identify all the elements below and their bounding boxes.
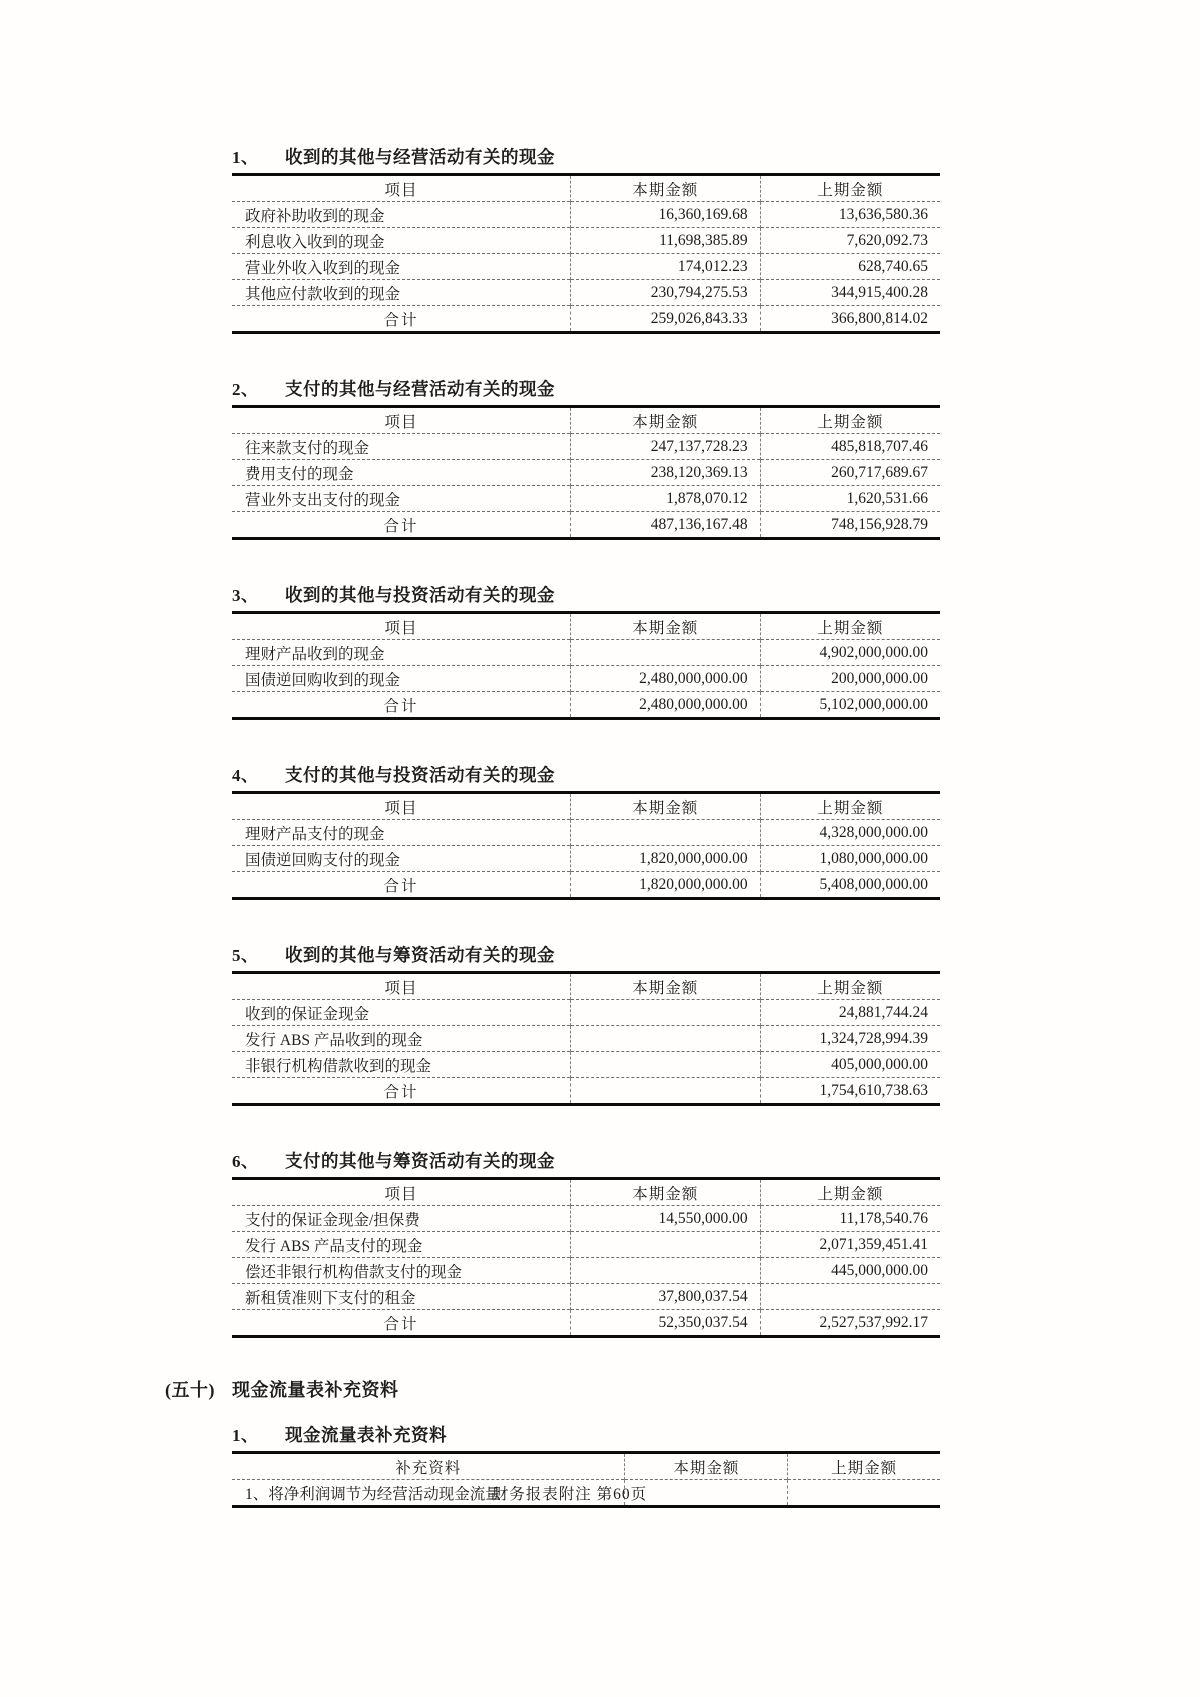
current-amount-cell: 487,136,167.48	[570, 512, 760, 539]
prior-amount-cell: 5,408,000,000.00	[760, 872, 940, 899]
table-heading	[232, 1424, 940, 1447]
item-cell: 支付的保证金现金/担保费	[232, 1206, 570, 1232]
heading-number: 6、	[232, 1152, 259, 1171]
header-row	[232, 407, 940, 434]
current-amount-cell: 11,698,385.89	[570, 228, 760, 254]
heading-number: 2、	[232, 380, 259, 399]
column-header: 本期金额	[570, 973, 760, 1000]
current-amount-cell	[570, 640, 760, 666]
page-content	[165, 146, 940, 1508]
heading-title: 支付的其他与筹资活动有关的现金	[285, 1151, 555, 1171]
table-section	[232, 146, 940, 334]
prior-amount-cell	[760, 1284, 940, 1310]
total-row	[232, 306, 940, 333]
current-amount-cell	[570, 1078, 760, 1105]
item-cell: 理财产品收到的现金	[232, 640, 570, 666]
current-amount-cell: 16,360,169.68	[570, 202, 760, 228]
prior-amount-cell: 1,324,728,994.39	[760, 1026, 940, 1052]
heading-title: 收到的其他与经营活动有关的现金	[285, 147, 555, 167]
column-header: 本期金额	[570, 613, 760, 640]
table-section	[232, 764, 940, 900]
item-cell: 国债逆回购收到的现金	[232, 666, 570, 692]
item-cell: 偿还非银行机构借款支付的现金	[232, 1258, 570, 1284]
heading-title: 收到的其他与筹资活动有关的现金	[285, 945, 555, 965]
data-table	[232, 173, 940, 334]
table-row	[232, 666, 940, 692]
column-header: 本期金额	[625, 1453, 788, 1480]
total-row	[232, 1078, 940, 1105]
prior-amount-cell: 11,178,540.76	[760, 1206, 940, 1232]
item-cell: 合计	[232, 1078, 570, 1105]
table-row	[232, 228, 940, 254]
item-cell: 理财产品支付的现金	[232, 820, 570, 846]
item-cell: 政府补助收到的现金	[232, 202, 570, 228]
current-amount-cell: 1,820,000,000.00	[570, 872, 760, 899]
prior-amount-cell: 5,102,000,000.00	[760, 692, 940, 719]
prior-amount-cell: 24,881,744.24	[760, 1000, 940, 1026]
table-row	[232, 1284, 940, 1310]
chapter-number: (五十)	[165, 1380, 215, 1400]
data-table	[232, 405, 940, 540]
prior-amount-cell: 4,328,000,000.00	[760, 820, 940, 846]
column-header: 本期金额	[570, 1179, 760, 1206]
heading-title: 支付的其他与投资活动有关的现金	[285, 765, 555, 785]
table-heading	[232, 584, 940, 607]
column-header: 项目	[384, 979, 418, 997]
total-row	[232, 1310, 940, 1337]
current-amount-cell: 2,480,000,000.00	[570, 666, 760, 692]
column-header: 上期金额	[760, 613, 940, 640]
table-row	[232, 1232, 940, 1258]
prior-amount-cell: 748,156,928.79	[760, 512, 940, 539]
heading-number: 1、	[232, 148, 259, 167]
column-header: 项目	[384, 1185, 418, 1203]
header-row	[232, 613, 940, 640]
current-amount-cell	[570, 820, 760, 846]
total-row	[232, 692, 940, 719]
item-cell: 新租赁准则下支付的租金	[232, 1284, 570, 1310]
column-header: 补充资料	[395, 1459, 462, 1477]
current-amount-cell: 14,550,000.00	[570, 1206, 760, 1232]
data-table	[232, 971, 940, 1106]
data-table	[232, 1177, 940, 1338]
table-row	[232, 846, 940, 872]
table-heading	[232, 944, 940, 967]
column-header: 项目	[384, 619, 418, 637]
prior-amount-cell: 1,080,000,000.00	[760, 846, 940, 872]
total-row	[232, 512, 940, 539]
item-cell: 合计	[232, 306, 570, 333]
prior-amount-cell: 1,620,531.66	[760, 486, 940, 512]
column-header: 上期金额	[760, 793, 940, 820]
item-cell: 营业外支出支付的现金	[232, 486, 570, 512]
column-header: 上期金额	[760, 1179, 940, 1206]
header-row	[232, 175, 940, 202]
column-header: 上期金额	[760, 407, 940, 434]
heading-title: 支付的其他与经营活动有关的现金	[285, 379, 555, 399]
total-row	[232, 872, 940, 899]
column-header: 本期金额	[570, 793, 760, 820]
item-cell: 合计	[232, 512, 570, 539]
item-cell: 其他应付款收到的现金	[232, 280, 570, 306]
current-amount-cell: 1,878,070.12	[570, 486, 760, 512]
table-section	[232, 378, 940, 540]
item-cell: 合计	[232, 1310, 570, 1337]
current-amount-cell	[570, 1000, 760, 1026]
table-row	[232, 1026, 940, 1052]
item-cell: 发行 ABS 产品支付的现金	[232, 1232, 570, 1258]
table-row	[232, 434, 940, 460]
item-cell: 收到的保证金现金	[232, 1000, 570, 1026]
current-amount-cell	[570, 1232, 760, 1258]
header-row	[232, 1453, 940, 1480]
current-amount-cell: 1,820,000,000.00	[570, 846, 760, 872]
item-cell: 营业外收入收到的现金	[232, 254, 570, 280]
header-row	[232, 973, 940, 1000]
prior-amount-cell: 405,000,000.00	[760, 1052, 940, 1078]
column-header: 本期金额	[570, 407, 760, 434]
prior-amount-cell: 485,818,707.46	[760, 434, 940, 460]
prior-amount-cell: 445,000,000.00	[760, 1258, 940, 1284]
prior-amount-cell: 366,800,814.02	[760, 306, 940, 333]
heading-number: 1、	[232, 1426, 259, 1445]
current-amount-cell	[570, 1026, 760, 1052]
current-amount-cell	[570, 1052, 760, 1078]
table-heading	[232, 146, 940, 169]
current-amount-cell: 230,794,275.53	[570, 280, 760, 306]
prior-amount-cell: 13,636,580.36	[760, 202, 940, 228]
item-cell: 发行 ABS 产品收到的现金	[232, 1026, 570, 1052]
item-cell: 合计	[232, 872, 570, 899]
data-table	[232, 791, 940, 900]
prior-amount-cell: 628,740.65	[760, 254, 940, 280]
chapter-heading	[165, 1376, 940, 1402]
item-cell: 利息收入收到的现金	[232, 228, 570, 254]
current-amount-cell: 247,137,728.23	[570, 434, 760, 460]
table-row	[232, 202, 940, 228]
prior-amount-cell: 2,071,359,451.41	[760, 1232, 940, 1258]
current-amount-cell: 2,480,000,000.00	[570, 692, 760, 719]
table-heading	[232, 378, 940, 401]
page-footer: 财务报表附注 第60页	[492, 1486, 648, 1503]
column-header: 上期金额	[788, 1453, 940, 1480]
data-table	[232, 611, 940, 720]
heading-number: 3、	[232, 586, 259, 605]
prior-amount-cell: 344,915,400.28	[760, 280, 940, 306]
table-section	[232, 584, 940, 720]
current-amount-cell: 52,350,037.54	[570, 1310, 760, 1337]
column-header: 项目	[384, 181, 418, 199]
table-row	[232, 254, 940, 280]
item-cell: 合计	[232, 692, 570, 719]
item-cell: 非银行机构借款收到的现金	[232, 1052, 570, 1078]
item-cell: 费用支付的现金	[232, 460, 570, 486]
header-row	[232, 1179, 940, 1206]
heading-title: 现金流量表补充资料	[285, 1425, 447, 1445]
current-amount-cell: 259,026,843.33	[570, 306, 760, 333]
column-header: 本期金额	[570, 175, 760, 202]
column-header: 上期金额	[760, 973, 940, 1000]
prior-amount-cell: 200,000,000.00	[760, 666, 940, 692]
prior-amount-cell: 7,620,092.73	[760, 228, 940, 254]
table-row	[232, 486, 940, 512]
table-row	[232, 1206, 940, 1232]
prior-amount-cell: 260,717,689.67	[760, 460, 940, 486]
table-row	[232, 1258, 940, 1284]
table-row	[232, 1000, 940, 1026]
item-cell: 往来款支付的现金	[232, 434, 570, 460]
column-header: 项目	[384, 799, 418, 817]
table-heading	[232, 764, 940, 787]
table-row	[232, 280, 940, 306]
current-amount-cell: 174,012.23	[570, 254, 760, 280]
prior-amount-cell: 1,754,610,738.63	[760, 1078, 940, 1105]
heading-title: 收到的其他与投资活动有关的现金	[285, 585, 555, 605]
header-row	[232, 793, 940, 820]
table-row	[232, 1052, 940, 1078]
prior-amount-cell: 2,527,537,992.17	[760, 1310, 940, 1337]
table-row	[232, 640, 940, 666]
column-header: 上期金额	[760, 175, 940, 202]
heading-number: 5、	[232, 946, 259, 965]
prior-amount-cell: 4,902,000,000.00	[760, 640, 940, 666]
current-amount-cell	[570, 1258, 760, 1284]
table-heading	[232, 1150, 940, 1173]
table-section	[232, 944, 940, 1106]
table-row	[232, 460, 940, 486]
chapter-title: 现金流量表补充资料	[232, 1380, 399, 1400]
current-amount-cell: 238,120,369.13	[570, 460, 760, 486]
item-cell: 1、将净利润调节为经营活动现金流量	[232, 1480, 625, 1507]
table-section	[232, 1150, 940, 1338]
table-row	[232, 820, 940, 846]
cash-tables-area	[232, 146, 940, 1338]
heading-number: 4、	[232, 766, 259, 785]
column-header: 项目	[384, 413, 418, 431]
item-cell: 国债逆回购支付的现金	[232, 846, 570, 872]
current-amount-cell: 37,800,037.54	[570, 1284, 760, 1310]
